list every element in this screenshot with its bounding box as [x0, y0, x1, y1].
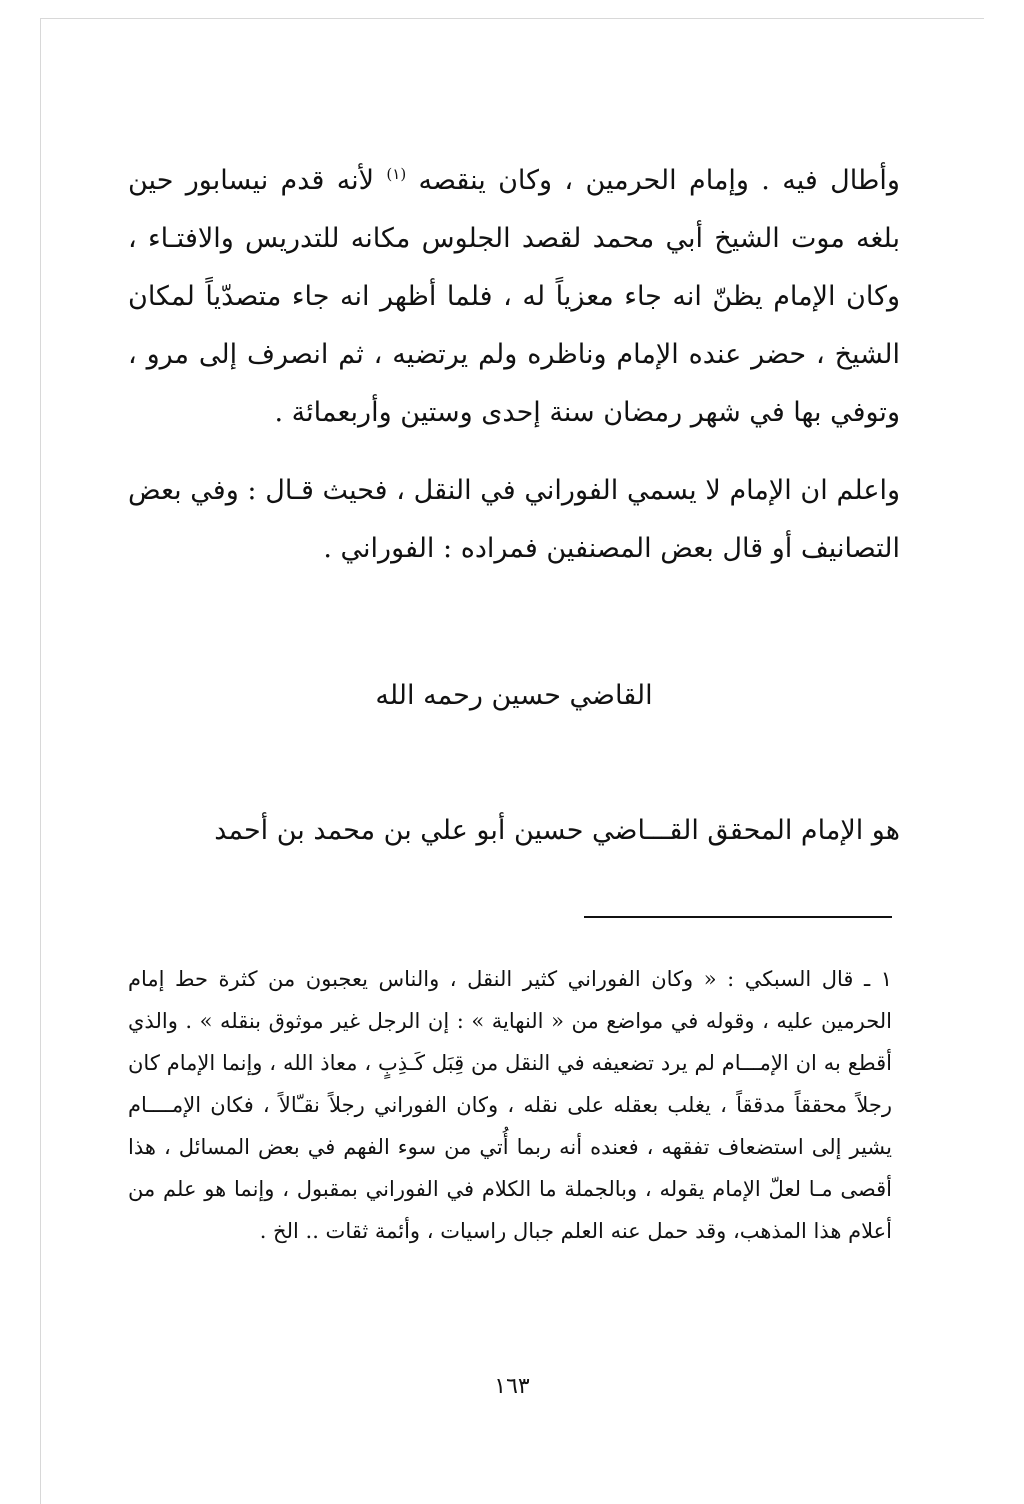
- second-paragraph: [128, 462, 900, 578]
- footnotes: [128, 958, 892, 1252]
- paragraph-text: [128, 152, 900, 442]
- paragraph-text-start: وأطال فيه . وإمام الحرمين ، وكان ينقصه: [418, 165, 900, 196]
- section-heading: القاضي حسين رحمه الله: [375, 680, 653, 711]
- main-paragraph: [128, 152, 900, 442]
- biography-intro-line: [128, 802, 900, 860]
- footnote-reference[interactable]: (١): [386, 165, 407, 183]
- page-number: ١٦٣: [494, 1374, 530, 1399]
- footnote-1: ١ ـ قال السبكي : « وكان الفوراني كثير النقل ، والناس يعجبون من كثرة حط إمام الحرمين عليه ، وقوله في مواضع من « النهاية » : إن الرجل غير موثوق بنقله » . والذي أقطع به ان الإمـــام لم يرد تضعيفه في النقل من قِبَل كَـذِبٍ ، معاذ الله ، وإنما الإمام كان رجلاً محققاً مدققاً ، يغلب بعقله على نقله ، وكان الفوراني رجلاً نقـّالاً ، فكان الإمــــام يشير إلى استضعاف تفقهه ، فعنده أنه ربما أُتي من سوء الفهم في بعض المسائل ، هذا أقصى مـا لعلّ الإمام يقوله ، وبالجملة ما الكلام في الفوراني بمقبول ، وإنما هو علم من أعلام هذا المذهب، وقد حمل عنه العلم جبال راسيات ، وأئمة ثقات .. الخ .: [128, 967, 892, 1243]
- paragraph-text-continued: لأنه قدم نيسابور حين بلغه موت الشيخ أبي محمد لقصد الجلوس مكانه للتدريس والافتـاء ، وكان الإمام يظنّ انه جاء معزياً له ، فلما أظهر انه جاء متصدّياً لمكان الشيخ ، حضر عنده الإمام وناظره ولم يرتضيه ، ثم انصرف إلى مرو ، وتوفي بها في شهر رمضان سنة إحدى وستين وأربعمائة .: [128, 165, 900, 428]
- intro-text: هو الإمام المحقق القـــاضي حسين أبو علي بن محمد بن أحمد: [214, 815, 900, 846]
- paragraph-text: واعلم ان الإمام لا يسمي الفوراني في النقل ، فحيث قـال : وفي بعض التصانيف أو قال بعض المصنفين فمراده : الفوراني .: [128, 475, 900, 564]
- footnote-divider: [584, 916, 892, 918]
